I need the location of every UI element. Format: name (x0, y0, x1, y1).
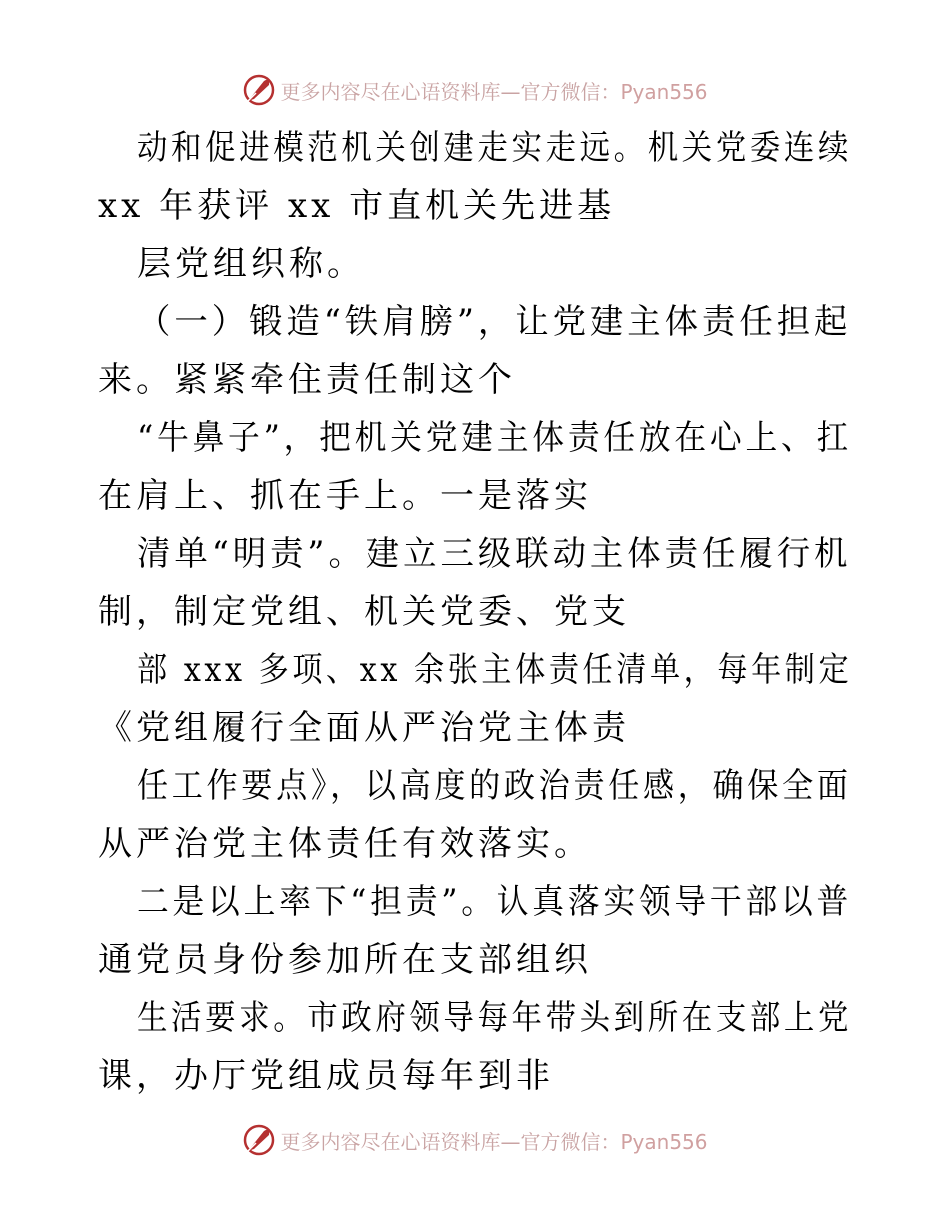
body-line-10: 部 xxx 多项、xx 余张主体责任清单，每年制定 (137, 650, 853, 690)
body-line-6: “牛鼻子”，把机关党建主体责任放在心上、扛 (137, 418, 853, 458)
footer-watermark (0, 1120, 950, 1160)
feather-pen-logo-icon (242, 73, 276, 107)
watermark-wechat-id: Pyan556 (620, 79, 708, 104)
watermark-text (280, 1126, 707, 1155)
watermark-wechat-id: Pyan556 (620, 1129, 708, 1154)
body-line-15: 通党员身份参加所在支部组织 (98, 940, 592, 980)
watermark-text (280, 76, 707, 105)
body-line-4: （一）锻造“铁肩膀”，让党建主体责任担起 (137, 302, 852, 342)
watermark-text-cn: 更多内容尽在心语资料库—官方微信： (280, 79, 621, 104)
header-watermark (0, 70, 950, 110)
body-line-11: 《党组履行全面从严治党主体责 (98, 708, 630, 748)
body-line-3: 层党组织称。 (137, 244, 365, 284)
body-line-17: 课，办厅党组成员每年到非 (98, 1056, 554, 1096)
body-line-9: 制，制定党组、机关党委、党支 (98, 592, 630, 632)
body-line-16: 生活要求。市政府领导每年带头到所在支部上党 (137, 998, 853, 1038)
body-line-8: 清单“明责”。建立三级联动主体责任履行机 (137, 534, 852, 574)
body-line-5: 来。紧紧牵住责任制这个 (98, 360, 516, 400)
body-line-12: 任工作要点》，以高度的政治责任感，确保全面 (137, 766, 852, 806)
feather-pen-logo-icon (242, 1123, 276, 1157)
body-line-2: xx 年获评 xx 市直机关先进基 (98, 186, 616, 226)
body-line-1: 动和促进模范机关创建走实走远。机关党委连续 (137, 128, 853, 168)
body-line-14: 二是以上率下“担责”。认真落实领导干部以普 (137, 882, 853, 922)
watermark-text-cn: 更多内容尽在心语资料库—官方微信： (280, 1129, 621, 1154)
body-line-7: 在肩上、抓在手上。一是落实 (98, 476, 592, 516)
body-line-13: 从严治党主体责任有效落实。 (98, 824, 592, 864)
